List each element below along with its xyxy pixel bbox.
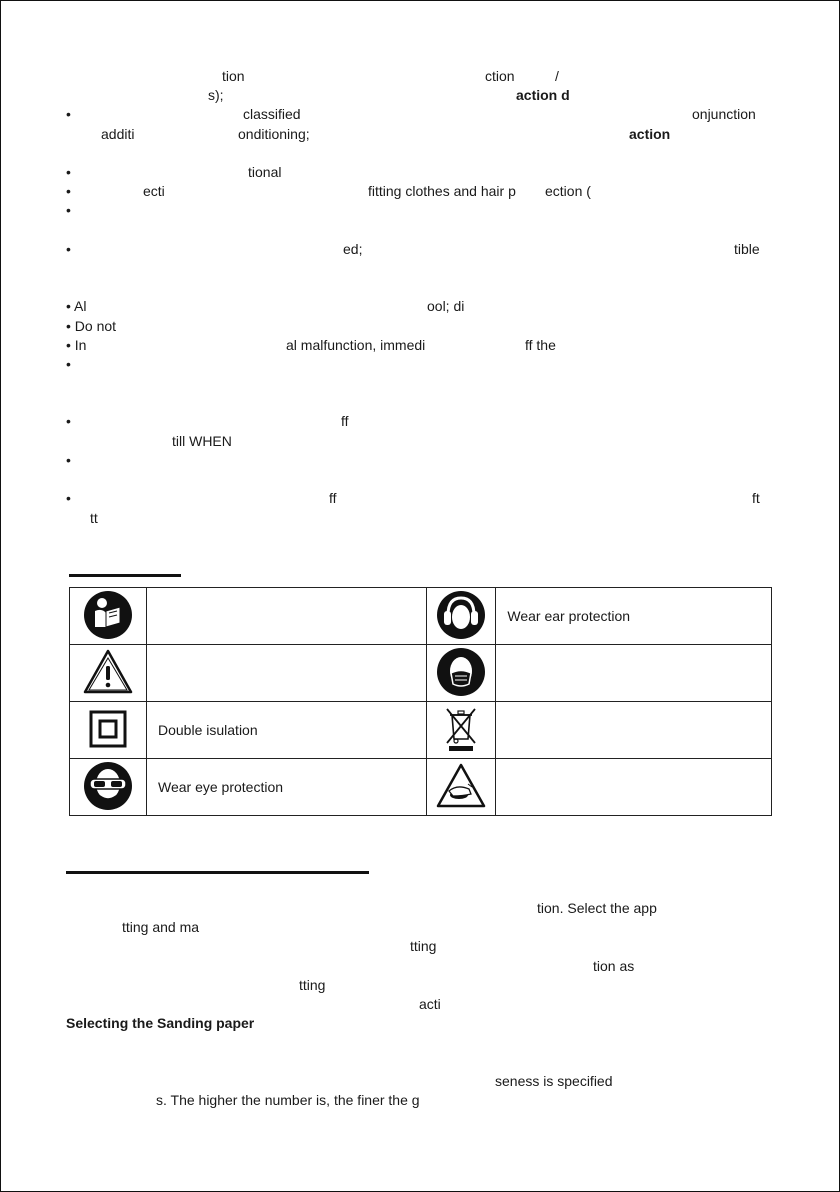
icon-cell [427,702,496,759]
symbol-label [147,588,427,645]
bullet-line: • In [66,337,87,353]
icon-cell [70,588,147,645]
icon-cell [70,645,147,702]
double-insulation-icon [82,703,134,755]
table-row [70,588,772,645]
text-fragment: till WHEN [172,433,232,449]
bullet: • [66,164,71,180]
text-fragment: ff the [525,337,556,353]
bullet-line: • Al [66,298,87,314]
text-fragment: Do not [74,318,117,334]
icon-cell [70,759,147,816]
text-fragment: tional [248,164,282,180]
text-fragment: ed; [343,241,363,257]
dust-mask-icon [435,646,487,698]
text-fragment: fitting clothes and hair p [368,183,516,199]
text-fragment: ff [341,413,349,429]
symbol-label: Wear eye protection [147,759,427,816]
text-fragment: tting and ma [122,919,200,935]
text-fragment: ecti [143,183,165,199]
icon-cell [427,645,496,702]
text-fragment: onjunction [692,106,756,122]
text-fragment: tting [299,977,326,993]
hand-hazard-icon [435,760,487,812]
text-fragment: classified [243,106,301,122]
text-fragment: ction [485,68,515,84]
text-fragment: tion. Select the app [537,900,657,916]
table-row [70,702,772,759]
bullet: • [66,241,71,257]
bullet: • [66,106,71,122]
text-fragment: al malfunction, immedi [286,337,426,353]
text-fragment: tion as [593,958,635,974]
symbol-label [147,645,427,702]
text-fragment: seness is specified [495,1073,613,1089]
bullet: • [66,490,71,506]
text-fragment: additi [101,126,135,142]
bullet: • [66,183,71,199]
symbol-label [496,702,772,759]
bullet: • [66,202,71,218]
text-fragment: Al [74,298,87,314]
symbol-label [496,759,772,816]
text-fragment: s. The higher the number is, the finer the g [156,1092,420,1108]
ear-protection-icon [435,589,487,641]
bullet-line: • Do not [66,318,117,334]
table-row [70,759,772,816]
symbol-label: Wear ear protection [496,588,772,645]
table-row [70,645,772,702]
text-fragment: tt [90,510,98,526]
text-fragment: tible [734,241,760,257]
bullet: • [66,413,71,429]
bullet: • [66,452,71,468]
warning-triangle-icon [82,646,134,698]
text-fragment: ool; di [427,298,465,314]
sanding-paper-heading: Selecting the Sanding paper [66,1015,255,1031]
text-fragment: acti [419,996,441,1012]
bullet: • [66,356,71,372]
eye-protection-icon [82,760,134,812]
text-fragment: tting [410,938,437,954]
symbol-label: Double isulation [147,702,427,759]
read-manual-icon [82,589,134,641]
symbols-table [69,587,772,816]
text-fragment: ff [329,490,337,506]
symbol-label [496,645,772,702]
text-fragment: ft [752,490,760,506]
text-fragment: ection ( [545,183,591,199]
text-fragment: s); [208,87,224,103]
icon-cell [427,588,496,645]
icon-cell [70,702,147,759]
section-heading-underline [66,871,369,874]
text-fragment: action [629,126,671,142]
icon-cell [427,759,496,816]
text-fragment: In [74,337,87,353]
text-fragment: action d [516,87,570,103]
text-fragment: onditioning; [238,126,310,142]
section-heading-underline [69,574,181,577]
weee-crossed-bin-icon [435,703,487,755]
text-fragment: tion [222,68,245,84]
text-fragment: / [555,68,559,84]
